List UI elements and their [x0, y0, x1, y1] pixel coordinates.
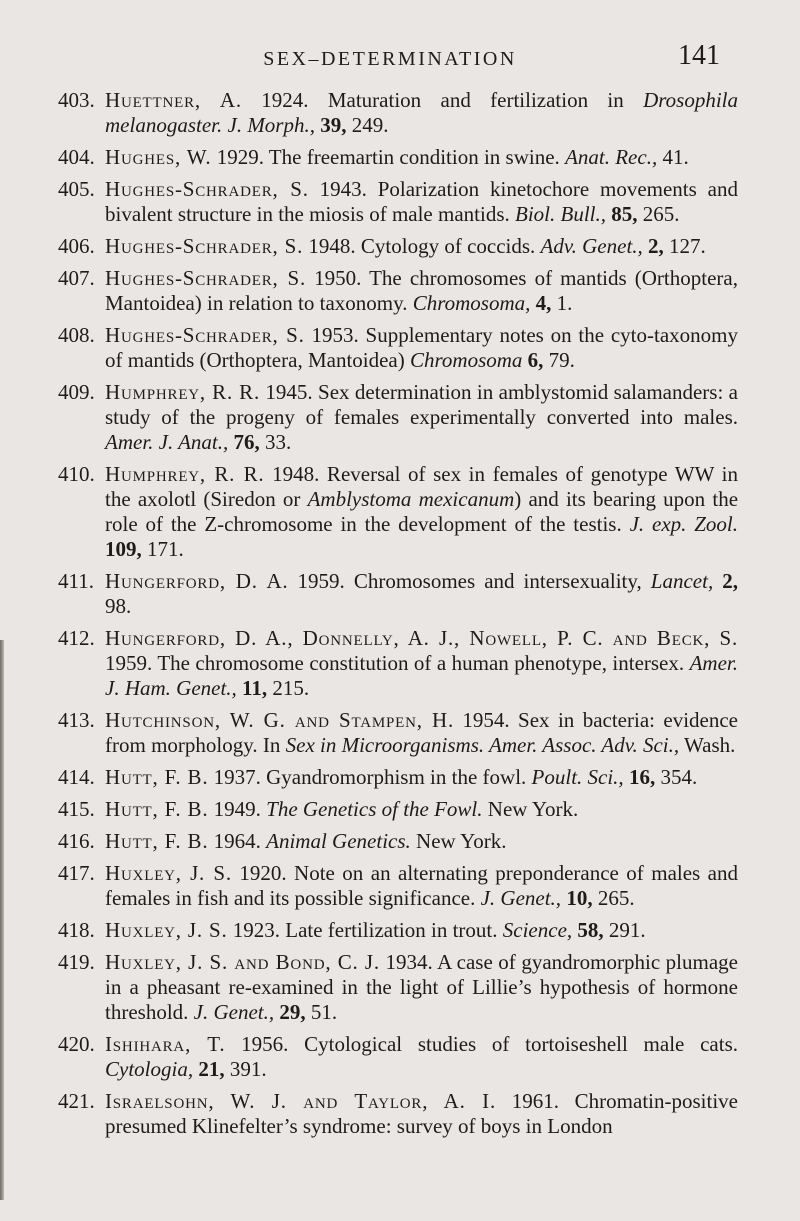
reference-entry	[58, 266, 738, 316]
reference-text	[105, 950, 738, 1025]
reference-volume: 109,	[105, 537, 142, 561]
reference-number: 417.	[58, 861, 95, 885]
reference-text-segment: 51.	[305, 1000, 338, 1024]
reference-number: 420.	[58, 1032, 95, 1056]
reference-text-segment: 1950. The chromosomes of mantids (Orthoptera, Mantoidea) in relation to taxonomy.	[105, 266, 738, 315]
reference-text-segment: 1959. The chromosome constitution of a human phenotype, intersex.	[105, 651, 690, 675]
reference-text-segment: 1961. Chromatin-positive presumed Klinefelter’s syndrome: survey of boys in London	[105, 1089, 738, 1138]
reference-text-segment: 1949.	[208, 797, 267, 821]
reference-text-segment: 1923. Late fertilization in trout.	[227, 918, 503, 942]
reference-text-segment: 249.	[346, 113, 389, 137]
reference-text	[105, 234, 738, 259]
reference-author: Humphrey, R. R.	[105, 462, 265, 486]
reference-text-segment: 1920. Note on an alternating preponderance of males and females in fish and its possible significance.	[105, 861, 738, 910]
reference-entry	[58, 177, 738, 227]
reference-journal: Cytologia,	[105, 1057, 194, 1081]
reference-text	[105, 266, 738, 316]
reference-volume: 21,	[198, 1057, 225, 1081]
reference-entry	[58, 829, 738, 854]
reference-text-segment: 1953. Supplementary notes on the cyto-taxonomy of mantids (Orthoptera, Mantoidea)	[105, 323, 738, 372]
reference-volume: 4,	[535, 291, 552, 315]
reference-number: 405.	[58, 177, 95, 201]
reference-author: Ishihara, T.	[105, 1032, 226, 1056]
reference-entry	[58, 323, 738, 373]
reference-text	[105, 626, 738, 701]
reference-volume: 85,	[611, 202, 638, 226]
reference-text-segment: 41.	[657, 145, 689, 169]
reference-entry	[58, 88, 738, 138]
reference-journal: Lancet,	[650, 569, 714, 593]
reference-entry	[58, 708, 738, 758]
reference-number: 408.	[58, 323, 95, 347]
reference-text-segment: 1929. The freemartin condition in swine.	[211, 145, 566, 169]
reference-journal: Adv. Genet.,	[540, 234, 643, 258]
reference-volume: 29,	[279, 1000, 306, 1024]
reference-author: Hughes-Schrader, S.	[105, 234, 304, 258]
reference-volume: 16,	[628, 765, 656, 789]
reference-journal: Chromosoma	[410, 348, 523, 372]
reference-number: 415.	[58, 797, 95, 821]
reference-text-segment: New York.	[410, 829, 507, 853]
reference-journal: Science,	[502, 918, 573, 942]
reference-text-segment: 265.	[592, 886, 635, 910]
reference-journal: The Genetics of the Fowl.	[266, 797, 483, 821]
reference-text-segment: 127.	[663, 234, 706, 258]
reference-author: Hughes, W.	[105, 145, 212, 169]
reference-text-segment: 354.	[655, 765, 698, 789]
reference-text-segment: 1924. Maturation and fertilization in	[241, 88, 644, 112]
reference-text-segment: 265.	[637, 202, 680, 226]
reference-number: 418.	[58, 918, 95, 942]
reference-number: 416.	[58, 829, 95, 853]
reference-volume: 58,	[577, 918, 604, 942]
reference-author: Hutt, F. B.	[105, 829, 209, 853]
reference-entry	[58, 462, 738, 562]
reference-text	[105, 918, 738, 943]
reference-text-segment: 391.	[224, 1057, 267, 1081]
reference-number: 414.	[58, 765, 95, 789]
reference-number: 421.	[58, 1089, 95, 1113]
reference-volume: 2,	[722, 569, 738, 593]
page-header	[60, 40, 720, 80]
reference-text	[105, 1032, 738, 1082]
reference-text-segment: ) and its bearing upon the role of the Z-chromosome in the development of the testis.	[105, 487, 739, 536]
reference-author: Hutchinson, W. G. and Stampen, H.	[105, 708, 454, 732]
reference-entry	[58, 918, 738, 943]
reference-author: Huettner, A.	[105, 88, 242, 112]
reference-text	[105, 177, 738, 227]
reference-text-segment: 1.	[551, 291, 573, 315]
reference-journal: Sex in Microorganisms. Amer. Assoc. Adv. Sci.,	[285, 733, 680, 757]
reference-author: Hungerford, D. A., Donnelly, A. J., Nowell, P. C. and Beck, S.	[105, 626, 738, 650]
reference-text	[105, 829, 738, 854]
reference-text	[105, 145, 738, 170]
reference-text-segment: 1937. Gyandromorphism in the fowl.	[208, 765, 532, 789]
reference-author: Hughes-Schrader, S.	[105, 266, 306, 290]
reference-text-segment: 1948. Cytology of coccids.	[303, 234, 541, 258]
reference-author: Hungerford, D. A.	[105, 569, 289, 593]
reference-journal: Chromosoma,	[412, 291, 531, 315]
reference-text-segment: 98.	[105, 594, 132, 618]
reference-entry	[58, 1089, 738, 1139]
reference-text-segment: 1934. A case of gyandromorphic plumage in a pheasant re-examined in the light of Lillie’s hypothesis of hormone threshold.	[105, 950, 738, 1024]
reference-text-segment: 1945. Sex determination in amblystomid salamanders: a study of the progeny of females experimentally converted into males.	[105, 380, 738, 429]
reference-text-segment: 1956. Cytological studies of tortoiseshell male cats.	[225, 1032, 738, 1056]
reference-text	[105, 323, 738, 373]
reference-author: Israelsohn, W. J. and Taylor, A. I.	[105, 1089, 496, 1113]
reference-text	[105, 88, 738, 138]
reference-journal: Animal Genetics.	[266, 829, 411, 853]
reference-number: 403.	[58, 88, 95, 112]
reference-volume: 11,	[242, 676, 268, 700]
reference-text-segment: 1948. Reversal of sex in females of genotype WW in the axolotl (Siredon or	[105, 462, 738, 511]
reference-text-segment: 33.	[259, 430, 292, 454]
reference-text-segment: 79.	[543, 348, 575, 372]
reference-list	[58, 88, 738, 1146]
reference-author: Huxley, J. S.	[105, 861, 232, 885]
reference-number: 411.	[58, 569, 94, 593]
reference-entry	[58, 145, 738, 170]
reference-entry	[58, 626, 738, 701]
reference-entry	[58, 765, 738, 790]
reference-journal: J. Genet.,	[193, 1000, 275, 1024]
reference-journal: J. exp. Zool.	[629, 512, 738, 536]
reference-journal: Anat. Rec.,	[565, 145, 658, 169]
reference-entry	[58, 1032, 738, 1082]
reference-volume: 2,	[648, 234, 664, 258]
running-head: SEX–DETERMINATION	[263, 48, 517, 70]
reference-entry	[58, 569, 738, 619]
reference-text-segment: 291.	[603, 918, 646, 942]
reference-volume: 39,	[320, 113, 347, 137]
reference-author: Hughes-Schrader, S.	[105, 177, 309, 201]
reference-journal: J. Genet.,	[480, 886, 562, 910]
reference-number: 413.	[58, 708, 95, 732]
reference-number: 409.	[58, 380, 95, 404]
reference-entry	[58, 380, 738, 455]
reference-text	[105, 861, 738, 911]
page-number: 141	[678, 40, 720, 71]
reference-text-segment: 1959. Chromosomes and intersexuality,	[288, 569, 651, 593]
reference-number: 406.	[58, 234, 95, 258]
reference-text	[105, 765, 738, 790]
reference-author: Hutt, F. B.	[105, 765, 209, 789]
reference-volume: 10,	[566, 886, 593, 910]
reference-text	[105, 797, 738, 822]
reference-entry	[58, 797, 738, 822]
reference-journal: Amer. J. Anat.,	[105, 430, 229, 454]
reference-author: Humphrey, R. R.	[105, 380, 261, 404]
reference-text	[105, 1089, 738, 1139]
reference-number: 419.	[58, 950, 95, 974]
reference-number: 404.	[58, 145, 95, 169]
reference-text	[105, 462, 738, 562]
reference-journal: Drosophila melanogaster. J. Morph.,	[105, 88, 739, 137]
reference-text	[105, 569, 738, 619]
reference-text-segment: 171.	[141, 537, 184, 561]
reference-text-segment: 1964.	[208, 829, 267, 853]
reference-text-segment: Wash.	[679, 733, 736, 757]
reference-text-segment: 1954. Sex in bacteria: evidence from morphology. In	[105, 708, 738, 757]
reference-author: Huxley, J. S. and Bond, C. J.	[105, 950, 380, 974]
reference-author: Hutt, F. B.	[105, 797, 209, 821]
reference-text-segment: New York.	[482, 797, 579, 821]
reference-text-segment: 215.	[267, 676, 310, 700]
reference-text-segment	[713, 569, 722, 593]
reference-volume: 76,	[233, 430, 260, 454]
page-edge-shadow	[0, 640, 4, 1200]
reference-number: 410.	[58, 462, 95, 486]
reference-text	[105, 708, 738, 758]
reference-number: 407.	[58, 266, 95, 290]
reference-journal: Amer. J. Ham. Genet.,	[105, 651, 738, 700]
reference-journal: Biol. Bull.,	[515, 202, 607, 226]
reference-author: Huxley, J. S.	[105, 918, 228, 942]
reference-entry	[58, 950, 738, 1025]
reference-journal: Amblystoma mexicanum	[307, 487, 515, 511]
reference-text	[105, 380, 738, 455]
reference-entry	[58, 861, 738, 911]
reference-entry	[58, 234, 738, 259]
reference-author: Hughes-Schrader, S.	[105, 323, 305, 347]
reference-number: 412.	[58, 626, 95, 650]
reference-text-segment: 1943. Polarization kinetochore movements and bivalent structure in the miosis of male mantids.	[105, 177, 738, 226]
reference-journal: Poult. Sci.,	[531, 765, 624, 789]
reference-volume: 6,	[527, 348, 544, 372]
